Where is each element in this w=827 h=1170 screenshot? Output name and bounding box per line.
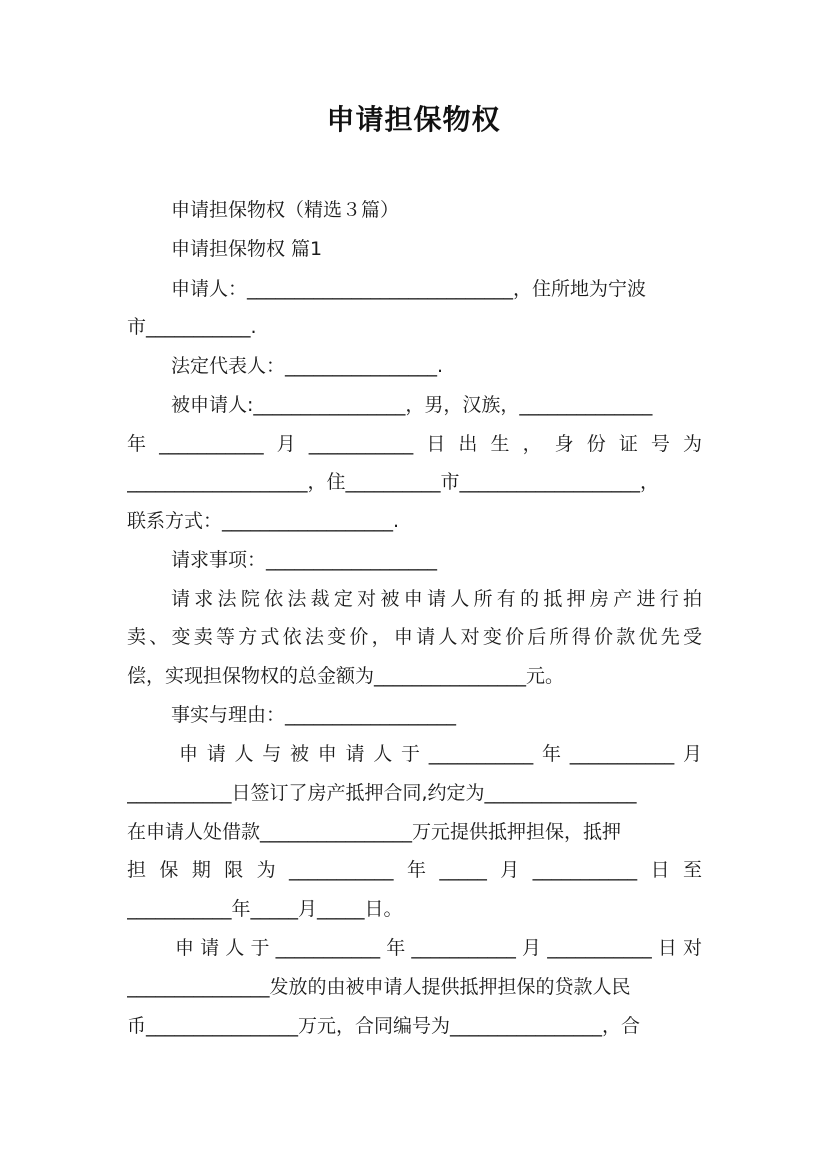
line-birth: 年___________月___________日出生，身份证号为 bbox=[127, 433, 702, 455]
line-facts-heading: 事实与理由：__________________ bbox=[171, 704, 457, 726]
line-address: ___________________，住__________市___________________， bbox=[127, 471, 660, 493]
line-contact: 联系方式：__________________. bbox=[127, 510, 400, 532]
line-city: 市___________. bbox=[127, 316, 257, 338]
line-facts-3: 在申请人处借款________________万元提供抵押担保，抵押 bbox=[127, 821, 622, 843]
line-applicant: 申请人：____________________________，住所地为宁波 bbox=[171, 278, 647, 300]
line-legal-rep: 法定代表人：________________. bbox=[171, 355, 444, 377]
line-facts-1: 申请人与被申请人于___________年___________月 bbox=[179, 743, 702, 765]
line-facts-5: ___________年_____月_____日。 bbox=[127, 898, 403, 920]
line-subtitle: 申请担保物权（精选３篇） bbox=[171, 199, 400, 221]
line-claims-3: 偿，实现担保物权的总金额为________________元。 bbox=[127, 665, 565, 687]
document-title: 申请担保物权 bbox=[326, 103, 501, 136]
line-claims-1: 请求法院依法裁定对被申请人所有的抵押房产进行拍 bbox=[171, 588, 702, 610]
line-facts-6: 申请人于___________年___________月___________日对 bbox=[175, 937, 702, 959]
line-facts-4: 担保期限为___________年_____月___________日至 bbox=[127, 859, 702, 881]
line-facts-2: ___________日签订了房产抵押合同,约定为________________ bbox=[127, 782, 637, 804]
line-claims-heading: 请求事项：__________________ bbox=[171, 549, 438, 571]
line-section-heading: 申请担保物权 篇1 bbox=[171, 238, 323, 260]
line-facts-7: _______________发放的由被申请人提供抵押担保的贷款人民 bbox=[127, 976, 631, 998]
line-respondent: 被申请人:________________，男，汉族，______________ bbox=[171, 394, 653, 416]
line-facts-8: 币________________万元，合同编号为________________，合 bbox=[127, 1015, 641, 1037]
line-claims-2: 卖、变卖等方式依法变价，申请人对变价后所得价款优先受 bbox=[127, 626, 702, 648]
